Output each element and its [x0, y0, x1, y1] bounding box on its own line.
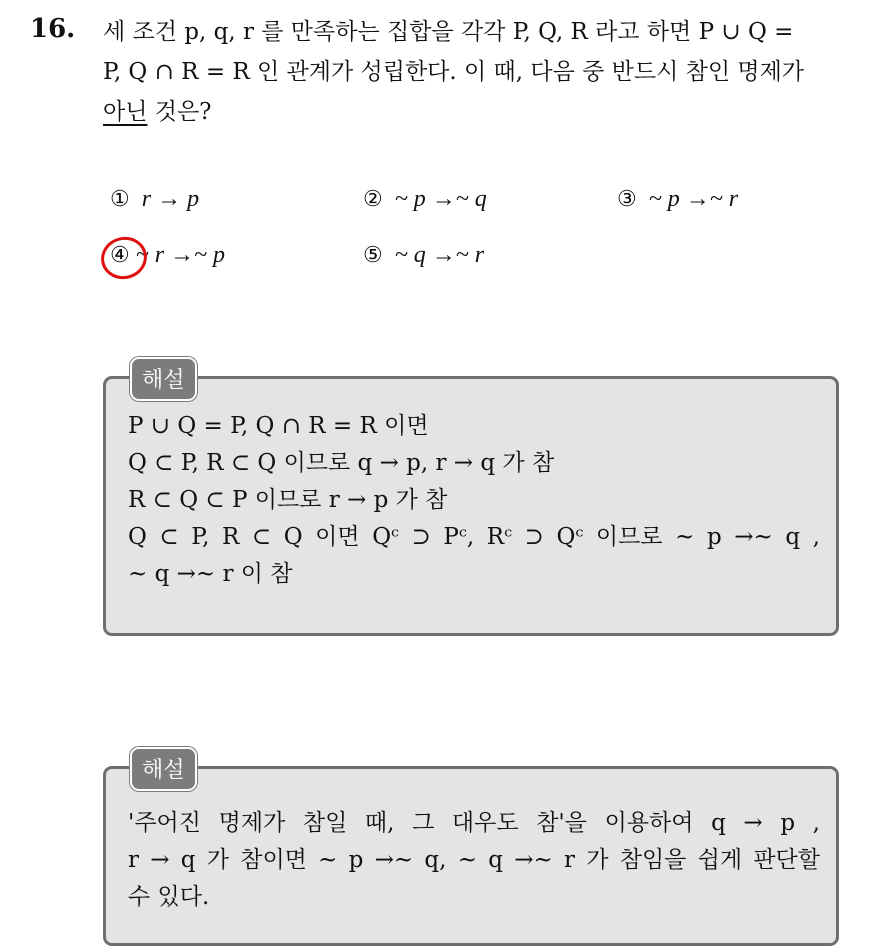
explanation-1-line-5: ~ q →~ r 이 참 — [128, 561, 293, 587]
option-1-expr: r → p — [141, 186, 200, 212]
explanation-1-line-1: P ∪ Q = P, Q ∩ R = R 이면 — [128, 413, 429, 439]
explanation-1-line-4: Q ⊂ P, R ⊂ Q 이면 Qᶜ ⊃ Pᶜ, Rᶜ ⊃ Qᶜ 이므로 ~ p →~ q , — [128, 524, 820, 550]
option-3-marker: ③ — [617, 187, 637, 212]
option-4-marker: ④ — [110, 243, 130, 268]
explanation-1-tag: 해설 — [130, 357, 197, 401]
option-1-marker: ① — [110, 187, 130, 212]
question-line-1: 세 조건 p, q, r 를 만족하는 집합을 각각 P, Q, R 라고 하면 P ∪ Q = — [103, 19, 794, 45]
option-2-expr: ~ p →~ q — [394, 186, 487, 212]
option-5-expr: ~ q →~ r — [394, 242, 485, 268]
option-5[interactable] — [363, 242, 484, 269]
explanation-2-line-3: 수 있다. — [128, 884, 210, 910]
option-1[interactable] — [110, 186, 199, 213]
explanation-1-text — [128, 408, 820, 593]
answer-circle-mark — [97, 232, 152, 284]
explanation-box-1 — [103, 376, 839, 636]
question-text — [103, 12, 863, 132]
underlined-word: 아닌 — [103, 99, 148, 125]
explanation-2-text — [128, 805, 820, 916]
explanation-2-tag: 해설 — [130, 747, 197, 791]
explanation-2-line-1: '주어진 명제가 참일 때, 그 대우도 참'을 이용하여 q → p , — [128, 810, 820, 836]
question-line-3-rest: 것은? — [147, 99, 212, 125]
explanation-1-line-2: Q ⊂ P, R ⊂ Q 이므로 q → p, r → q 가 참 — [128, 450, 555, 476]
option-4-expr: ~ r →~ p — [135, 242, 226, 268]
question-number: 16. — [30, 14, 76, 44]
question-line-2: P, Q ∩ R = R 인 관계가 성립한다. 이 때, 다음 중 반드시 참인 명제가 — [103, 59, 805, 85]
option-3[interactable] — [617, 186, 738, 213]
option-2[interactable] — [363, 186, 487, 213]
option-5-marker: ⑤ — [363, 243, 383, 268]
explanation-2-line-2: r → q 가 참이면 ~ p →~ q, ~ q →~ r 가 참임을 쉽게 판단할 — [128, 847, 820, 873]
option-2-marker: ② — [363, 187, 383, 212]
explanation-box-2 — [103, 766, 839, 946]
question-line-3 — [103, 92, 863, 132]
explanation-1-line-3: R ⊂ Q ⊂ P 이므로 r → p 가 참 — [128, 487, 448, 513]
option-3-expr: ~ p →~ r — [648, 186, 739, 212]
